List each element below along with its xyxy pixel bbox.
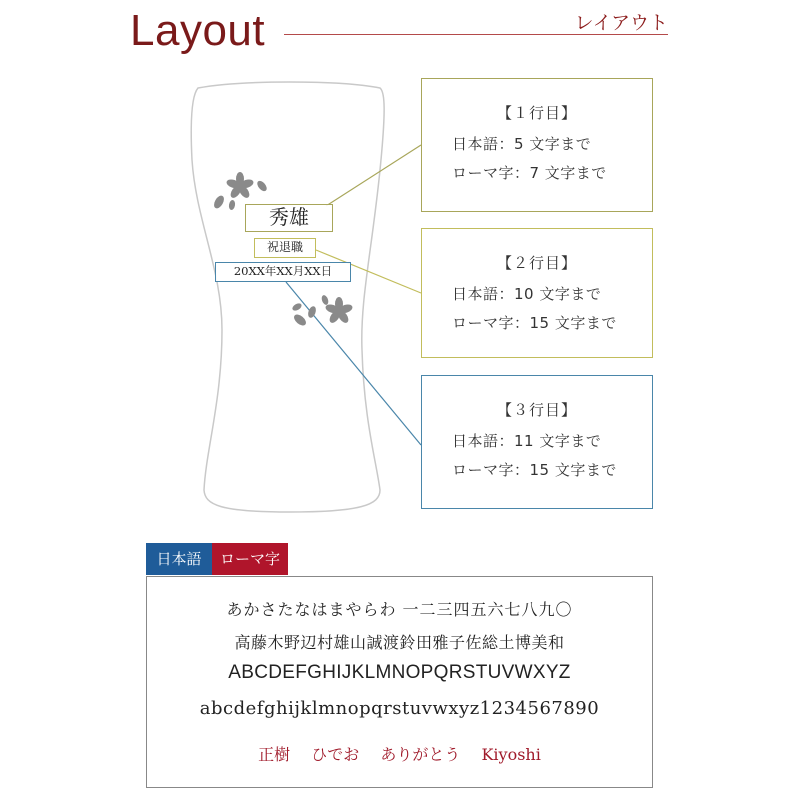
engraving-line-3: 20XX年XX月XX日	[215, 262, 351, 282]
page-title: Layout	[130, 6, 266, 55]
font-tabs	[146, 543, 288, 575]
box-romaji-limit: ローマ字：7 文字まで	[452, 164, 607, 182]
box-heading: 【３行目】	[496, 401, 577, 419]
page-subtitle: レイアウト	[574, 12, 668, 34]
line-3-spec-box	[421, 375, 653, 509]
example-text: ありがとう	[380, 745, 461, 764]
engraving-line-1: 秀雄	[245, 204, 333, 232]
sample-lowercase-row: abcdefghijklmnopqrstuvwxyz1234567890	[199, 698, 600, 719]
sample-uppercase-row: ABCDEFGHIJKLMNOPQRSTUVWXYZ	[228, 662, 571, 683]
tab-japanese[interactable]: 日本語	[146, 543, 212, 575]
sample-examples-row	[147, 742, 652, 765]
tab-romaji[interactable]: ローマ字	[212, 543, 288, 575]
box-heading: 【１行目】	[496, 104, 577, 122]
box-heading: 【２行目】	[496, 254, 577, 272]
example-text: Kiyoshi	[481, 745, 541, 764]
sample-kana-row: あかさたなはまやらわ 一二三四五六七八九〇	[226, 600, 573, 619]
font-sample-panel	[146, 576, 653, 788]
sample-kanji-row: 高藤木野辺村雄山誠渡鈴田雅子佐総土博美和	[234, 633, 565, 652]
example-text: ひでお	[311, 745, 360, 764]
box-japanese-limit: 日本語：5 文字まで	[452, 135, 592, 153]
box-romaji-limit: ローマ字：15 文字まで	[452, 314, 617, 332]
leader-line-3	[286, 282, 421, 445]
box-romaji-limit: ローマ字：15 文字まで	[452, 461, 617, 479]
box-japanese-limit: 日本語：10 文字まで	[452, 285, 602, 303]
glass-outline	[191, 82, 384, 512]
line-2-spec-box	[421, 228, 653, 358]
box-japanese-limit: 日本語：11 文字まで	[452, 432, 602, 450]
engraving-line-2: 祝退職	[254, 238, 316, 258]
example-text: 正樹	[258, 745, 291, 764]
line-1-spec-box	[421, 78, 653, 212]
leader-line-1	[326, 145, 421, 206]
